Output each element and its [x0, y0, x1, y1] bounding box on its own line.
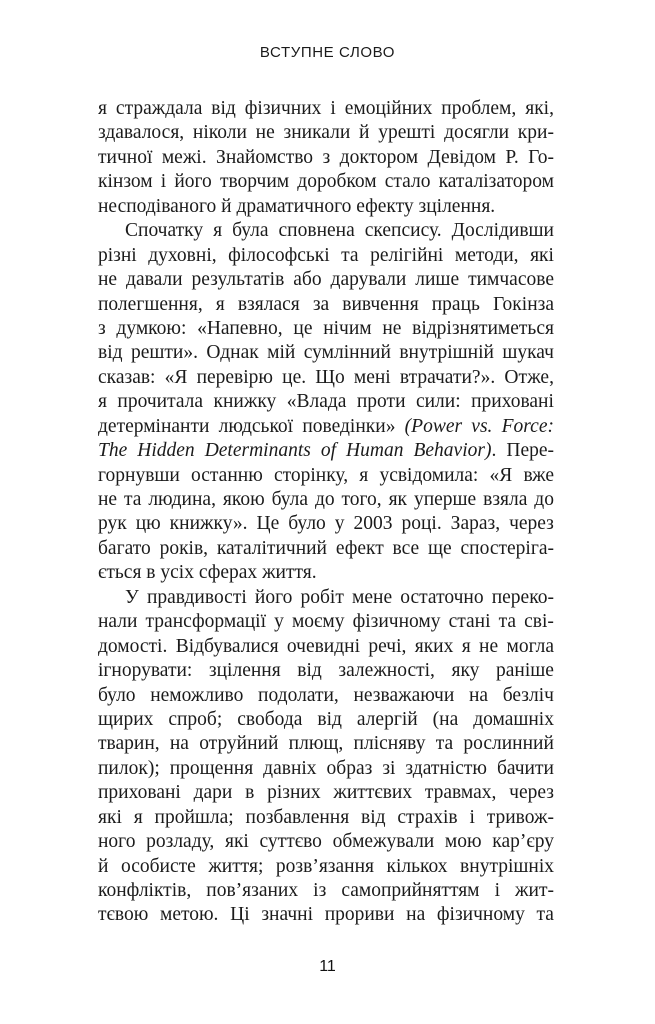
word: спроб; — [168, 708, 223, 730]
word: кри- — [517, 122, 554, 144]
word: усвідомила: — [379, 464, 479, 486]
text-line — [98, 97, 554, 121]
word: та — [341, 244, 359, 266]
text-line — [98, 293, 554, 317]
word: з — [98, 317, 106, 339]
word: це — [293, 317, 313, 339]
word: не — [382, 317, 402, 339]
word: of — [320, 440, 337, 462]
word: здатністю — [405, 757, 487, 779]
word: пов’язаних — [206, 880, 299, 901]
word: (Power — [404, 415, 463, 437]
word: мене — [352, 586, 393, 608]
word: нічим — [323, 317, 372, 339]
word: філософські — [228, 244, 330, 266]
text-line — [98, 879, 554, 903]
word: від — [317, 708, 342, 730]
word: прощення — [169, 757, 254, 779]
word: тривож- — [486, 806, 554, 828]
word: у — [334, 513, 345, 535]
word: від — [211, 98, 236, 119]
word: багато — [98, 537, 151, 559]
word: та — [435, 733, 454, 755]
word: тичної — [98, 146, 153, 168]
word: книжку — [213, 391, 277, 413]
word: життєвих — [333, 782, 413, 804]
word: Го- — [528, 146, 554, 168]
word: Знайомство — [216, 146, 314, 168]
word: кар’єру — [492, 831, 554, 853]
text-block — [98, 97, 554, 928]
word: зникали — [283, 122, 351, 144]
word: (на — [432, 708, 459, 730]
word: речі, — [368, 635, 407, 657]
word: стані — [448, 611, 491, 633]
word: я — [215, 293, 225, 315]
word: драматичного — [236, 195, 352, 217]
word: релігійні — [370, 244, 444, 266]
word: «Напевно, — [197, 317, 283, 339]
word: страждала — [115, 98, 203, 119]
word: ефекту — [356, 195, 414, 217]
word: які — [224, 831, 249, 853]
word: різні — [98, 244, 137, 266]
word: зі — [382, 757, 396, 779]
word: мені — [353, 366, 391, 388]
word: я — [133, 806, 143, 828]
word: алергій — [356, 708, 418, 730]
word: людина, — [148, 489, 216, 510]
word: рук — [98, 513, 127, 535]
word: Це — [256, 513, 280, 535]
word: була — [271, 489, 309, 510]
text-line — [98, 219, 554, 243]
word: я — [359, 464, 369, 486]
word: сказав: — [98, 366, 156, 388]
text-line — [98, 537, 554, 561]
word: які, — [525, 98, 554, 119]
word: його — [174, 171, 212, 193]
word: прочитала — [117, 391, 204, 413]
word: метою. — [159, 904, 219, 926]
text-line — [98, 317, 554, 341]
word: втрачати?». — [399, 366, 496, 388]
word: остаточно — [400, 586, 484, 608]
word: Force: — [501, 415, 554, 437]
word: дарували — [330, 269, 407, 291]
word: від — [361, 806, 386, 828]
word: сумлінний — [303, 342, 391, 364]
word: ігнорувати: — [98, 660, 193, 682]
word: плісняву — [353, 733, 426, 755]
word: особисте — [120, 855, 196, 877]
word: образ — [326, 757, 373, 779]
word: на — [169, 733, 189, 755]
word: домості. — [98, 635, 168, 657]
text-line — [98, 732, 554, 756]
word: кінзом — [98, 171, 153, 193]
text-line — [98, 781, 554, 805]
word: скепсису. — [364, 220, 442, 242]
word: каталізатором — [438, 171, 554, 193]
word: останню — [191, 464, 263, 486]
word: приховані — [98, 782, 181, 804]
word: доктором — [339, 146, 419, 168]
word: в — [245, 782, 255, 804]
word: якою — [222, 489, 265, 510]
word: різних — [267, 782, 321, 804]
text-line — [98, 121, 554, 145]
text-line — [98, 757, 554, 781]
word: яку — [451, 660, 480, 682]
word: Р. — [505, 146, 519, 168]
word: жит- — [515, 880, 554, 901]
running-header: ВСТУПНЕ СЛОВО — [259, 44, 396, 61]
word: вивчення — [342, 293, 419, 315]
word: які — [98, 806, 122, 828]
word: це. — [282, 366, 307, 388]
word: була — [232, 220, 269, 242]
word: його — [254, 586, 293, 608]
word: було — [288, 513, 326, 535]
word: Девідом — [427, 146, 496, 168]
word: Отже, — [504, 366, 554, 388]
text-line — [98, 341, 554, 365]
word: вже — [523, 464, 554, 486]
word: моєму — [291, 611, 345, 633]
text-line — [98, 708, 554, 732]
word: самоприйняттям — [341, 880, 480, 901]
word: переко- — [491, 586, 554, 608]
word: Дослідивши — [451, 220, 554, 242]
word: яких — [414, 635, 454, 657]
word: прориви — [324, 904, 395, 926]
word: Ці — [230, 904, 250, 926]
word: суттєво — [259, 831, 322, 853]
word: Determinants — [204, 440, 311, 462]
word: уперше — [413, 489, 477, 510]
word: каталітичний — [216, 537, 327, 559]
word: проти — [356, 391, 406, 413]
word: правдивості — [146, 586, 247, 608]
word: подолати, — [258, 684, 339, 706]
word: спостеріга- — [460, 537, 554, 559]
word: Спочатку — [125, 220, 204, 242]
text-line — [98, 488, 554, 512]
text-line — [98, 610, 554, 634]
text-line — [98, 561, 554, 585]
text-line — [98, 806, 554, 830]
word: раніше — [496, 660, 554, 682]
word: тварин, — [98, 733, 160, 755]
word: Однак — [206, 342, 259, 364]
word: я — [213, 220, 223, 242]
word: за — [312, 293, 330, 315]
word: через — [509, 782, 554, 804]
text-line — [98, 390, 554, 414]
word: не — [255, 122, 275, 144]
word: із — [313, 880, 327, 901]
word: ще — [428, 537, 452, 559]
text-line — [98, 903, 554, 927]
word: Що — [315, 366, 345, 388]
word: урешті — [378, 122, 436, 144]
word: та — [536, 904, 554, 926]
text-line — [98, 464, 554, 488]
word: пилок); — [98, 757, 160, 779]
word: ефект — [335, 537, 384, 559]
word: могла — [506, 635, 554, 657]
word: життя. — [262, 562, 317, 584]
word: тимчасове — [468, 269, 554, 291]
word: життя; — [208, 855, 264, 877]
word: «Я — [489, 464, 513, 486]
word: які — [530, 244, 554, 266]
word: сторінку, — [273, 464, 349, 486]
word: й — [98, 855, 109, 877]
text-line — [98, 268, 554, 292]
word: трансформації — [145, 611, 266, 633]
word: думкою: — [116, 317, 187, 339]
word: сповнена — [278, 220, 355, 242]
word: ніколи — [192, 122, 247, 144]
word: зцілення — [208, 660, 281, 682]
word: ється — [98, 562, 142, 584]
word: давніх — [263, 757, 317, 779]
word: незважаючи — [353, 684, 455, 706]
word: Відбувалися — [175, 635, 279, 657]
word: Пере- — [506, 440, 554, 462]
word: і — [469, 806, 475, 828]
word: усіх — [160, 562, 194, 584]
word: перевірю — [196, 366, 274, 388]
text-line — [98, 170, 554, 194]
word: і — [330, 98, 336, 119]
word: цю — [135, 513, 161, 535]
word: не — [98, 269, 118, 291]
word: й — [221, 195, 232, 217]
text-line — [98, 195, 554, 219]
word: розв’язання — [275, 855, 374, 877]
word: відрізнятиметься — [412, 317, 554, 339]
word: Зараз, — [450, 513, 501, 535]
word: 2003 — [353, 513, 393, 535]
text-line — [98, 659, 554, 683]
word: горнувши — [98, 464, 180, 486]
word: емоційних — [344, 98, 433, 119]
word: позбавлення — [245, 806, 350, 828]
word: детермінанти — [98, 415, 210, 437]
word: було — [98, 684, 136, 706]
text-line — [98, 366, 554, 390]
word: та — [124, 489, 142, 510]
word: значні — [261, 904, 313, 926]
word: травмах, — [424, 782, 497, 804]
word: років, — [159, 537, 209, 559]
word: й — [359, 122, 370, 144]
word: я — [98, 391, 107, 413]
word: творчим — [219, 171, 290, 193]
word: обмежували — [332, 831, 435, 853]
word: праць — [431, 293, 480, 315]
word: фізичному — [436, 904, 525, 926]
word: все — [392, 537, 420, 559]
word: конфліктів, — [98, 880, 192, 901]
word: нали — [98, 611, 138, 633]
word: бачити — [496, 757, 554, 779]
word: ного — [98, 831, 136, 853]
word: vs. — [471, 415, 493, 437]
word: я — [98, 98, 107, 119]
word: поведінки» — [302, 415, 396, 437]
text-line — [98, 415, 554, 439]
word: «Влада — [286, 391, 347, 413]
word: «Я — [164, 366, 188, 388]
word: з — [322, 146, 331, 168]
word: лише — [415, 269, 460, 291]
word: на — [406, 904, 426, 926]
word: Human — [346, 440, 404, 462]
text-line — [98, 512, 554, 536]
word: я — [461, 635, 471, 657]
word: методи, — [454, 244, 519, 266]
word: здавалося, — [98, 122, 185, 144]
word: стало — [384, 171, 431, 193]
word: робіт — [300, 586, 344, 608]
text-line — [98, 244, 554, 268]
word: до — [534, 489, 554, 510]
word: сили: — [415, 391, 461, 413]
word: від — [297, 660, 322, 682]
word: межі. — [161, 146, 207, 168]
word: Гокінза — [493, 293, 554, 315]
word: шукач — [502, 342, 554, 364]
page-number: 11 — [319, 958, 336, 975]
word: мій — [267, 342, 296, 364]
word: плющ, — [288, 733, 344, 755]
word: році. — [401, 513, 442, 535]
word: до — [314, 489, 335, 510]
word: тєвою — [98, 904, 149, 926]
text-line — [98, 830, 554, 854]
text-line — [98, 146, 554, 170]
word: і — [160, 171, 167, 193]
word: давали — [126, 269, 183, 291]
word: книжку». — [169, 513, 248, 535]
word: зцілення. — [418, 195, 496, 217]
word: внутрішній — [399, 342, 494, 364]
word: фізичному — [352, 611, 441, 633]
word: та — [498, 611, 517, 633]
word: фізичних — [244, 98, 322, 119]
word: полегшення, — [98, 293, 203, 315]
text-line — [98, 586, 554, 610]
word: Behavior). — [413, 440, 497, 462]
word: через — [509, 513, 554, 535]
word: приховані — [471, 391, 554, 413]
word: на — [468, 684, 489, 706]
word: і — [494, 880, 500, 901]
word: The — [98, 440, 128, 462]
word: або — [293, 269, 322, 291]
word: у — [274, 611, 284, 633]
word: несподіваного — [98, 195, 217, 217]
word: як — [388, 489, 408, 510]
word: людської — [218, 415, 294, 437]
word: доробком — [297, 171, 377, 193]
word: взялася — [237, 293, 300, 315]
text-line — [98, 439, 554, 463]
word: в — [146, 562, 156, 584]
word: досягли — [444, 122, 510, 144]
word: взяла — [483, 489, 528, 510]
word: отруйний — [199, 733, 279, 755]
word: очевидні — [286, 635, 361, 657]
word: свобода — [237, 708, 303, 730]
word: рослинний — [463, 733, 554, 755]
word: від — [98, 342, 123, 364]
word: сві- — [524, 611, 554, 633]
word: безліч — [502, 684, 554, 706]
word: щирих — [98, 708, 154, 730]
word: не — [479, 635, 499, 657]
word: проблем, — [441, 98, 517, 119]
word: домашніх — [473, 708, 554, 730]
word: того, — [341, 489, 382, 510]
word: Hidden — [137, 440, 195, 462]
word: духовні, — [148, 244, 217, 266]
text-line — [98, 855, 554, 879]
word: кількох — [386, 855, 448, 877]
word: результатів — [191, 269, 285, 291]
word: страхів — [397, 806, 458, 828]
word: внутрішніх — [460, 855, 554, 877]
word: решти». — [130, 342, 198, 364]
word: пройшла; — [154, 806, 234, 828]
word: залежності, — [338, 660, 435, 682]
word: сферах — [198, 562, 258, 584]
word: не — [98, 489, 118, 510]
word: неможливо — [150, 684, 244, 706]
text-line — [98, 684, 554, 708]
word: розладу, — [146, 831, 215, 853]
word: дари — [193, 782, 233, 804]
text-line — [98, 635, 554, 659]
word: У — [125, 586, 139, 608]
word: мою — [444, 831, 482, 853]
